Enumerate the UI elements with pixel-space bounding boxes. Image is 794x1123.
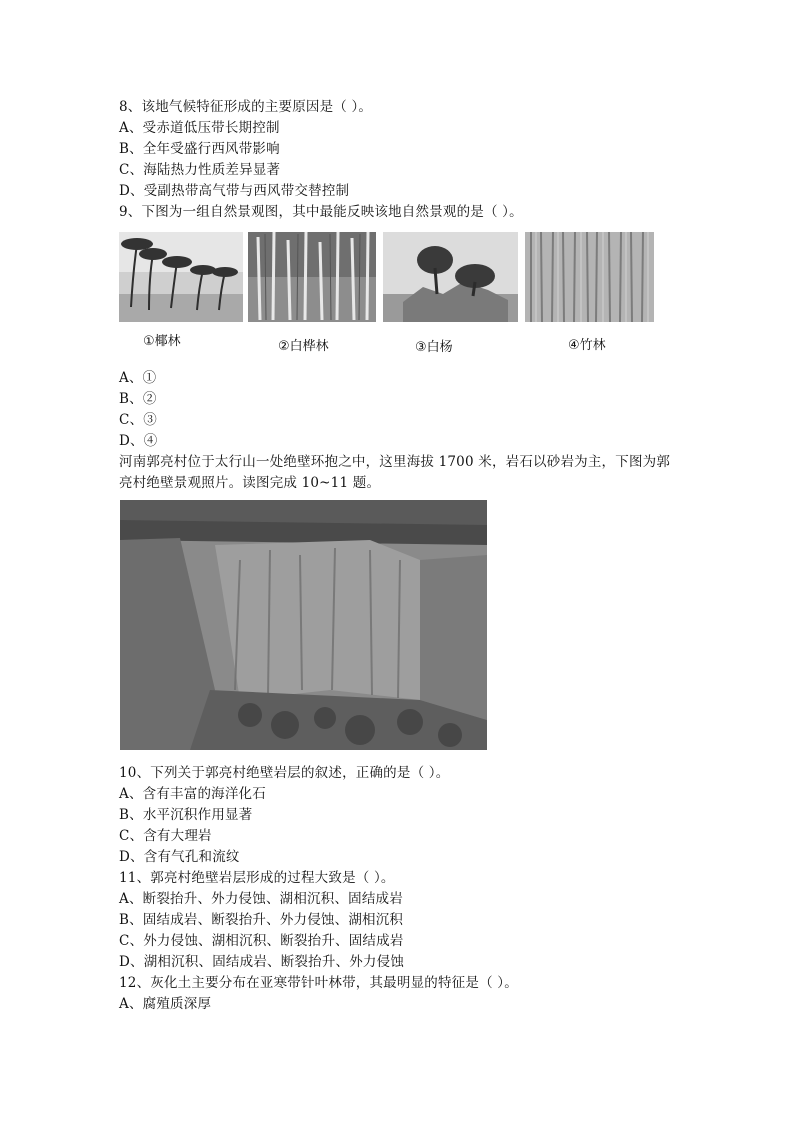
q9-option-d: D、④ bbox=[119, 433, 158, 449]
q12-option-a: A、腐殖质深厚 bbox=[119, 996, 212, 1012]
q9-option-c: C、③ bbox=[119, 412, 157, 428]
q8-option-b: B、全年受盛行西风带影响 bbox=[119, 141, 280, 157]
caption-bamboo: ④竹林 bbox=[568, 338, 606, 353]
caption-coconut: ①椰林 bbox=[143, 334, 181, 349]
q10-stem: 10、下列关于郭亮村绝壁岩层的叙述，正确的是（ ）。 bbox=[119, 765, 450, 781]
caption-poplar: ③白杨 bbox=[415, 340, 453, 355]
q11-option-d: D、湖相沉积、固结成岩、断裂抬升、外力侵蚀 bbox=[119, 954, 405, 970]
q9-option-a: A、① bbox=[119, 370, 157, 386]
coconut-grove-photo bbox=[119, 232, 243, 322]
q11-option-a: A、断裂抬升、外力侵蚀、湖相沉积、固结成岩 bbox=[119, 891, 403, 907]
q11-stem: 11、郭亮村绝壁岩层形成的过程大致是（ ）。 bbox=[119, 870, 395, 886]
q11-option-b: B、固结成岩、断裂抬升、外力侵蚀、湖相沉积 bbox=[119, 912, 404, 928]
q10-option-b: B、水平沉积作用显著 bbox=[119, 807, 253, 823]
passage-line-1: 河南郭亮村位于太行山一处绝壁环抱之中，这里海拔 1700 米，岩石以砂岩为主，下图为郭 bbox=[119, 454, 671, 470]
q10-option-d: D、含有气孔和流纹 bbox=[119, 849, 240, 865]
passage-line-2: 亮村绝壁景观照片。读图完成 10~11 题。 bbox=[119, 475, 381, 491]
q8-stem: 8、该地气候特征形成的主要原因是（ ）。 bbox=[119, 99, 373, 115]
q9-option-b: B、② bbox=[119, 391, 157, 407]
poplar-photo bbox=[383, 232, 518, 322]
q9-stem: 9、下图为一组自然景观图，其中最能反映该地自然景观的是（ ）。 bbox=[119, 204, 523, 220]
q8-option-c: C、海陆热力性质差异显著 bbox=[119, 162, 281, 178]
q8-option-d: D、受副热带高气带与西风带交替控制 bbox=[119, 183, 350, 199]
q12-stem: 12、灰化土主要分布在亚寒带针叶林带，其最明显的特征是（ ）。 bbox=[119, 975, 518, 991]
q11-option-c: C、外力侵蚀、湖相沉积、断裂抬升、固结成岩 bbox=[119, 933, 404, 949]
birch-forest-photo bbox=[248, 232, 376, 322]
q10-option-c: C、含有大理岩 bbox=[119, 828, 212, 844]
bamboo-forest-photo bbox=[525, 232, 654, 322]
caption-birch: ②白桦林 bbox=[278, 339, 329, 354]
q8-option-a: A、受赤道低压带长期控制 bbox=[119, 120, 280, 136]
q10-option-a: A、含有丰富的海洋化石 bbox=[119, 786, 266, 802]
guoliang-cliff-photo bbox=[120, 500, 487, 750]
